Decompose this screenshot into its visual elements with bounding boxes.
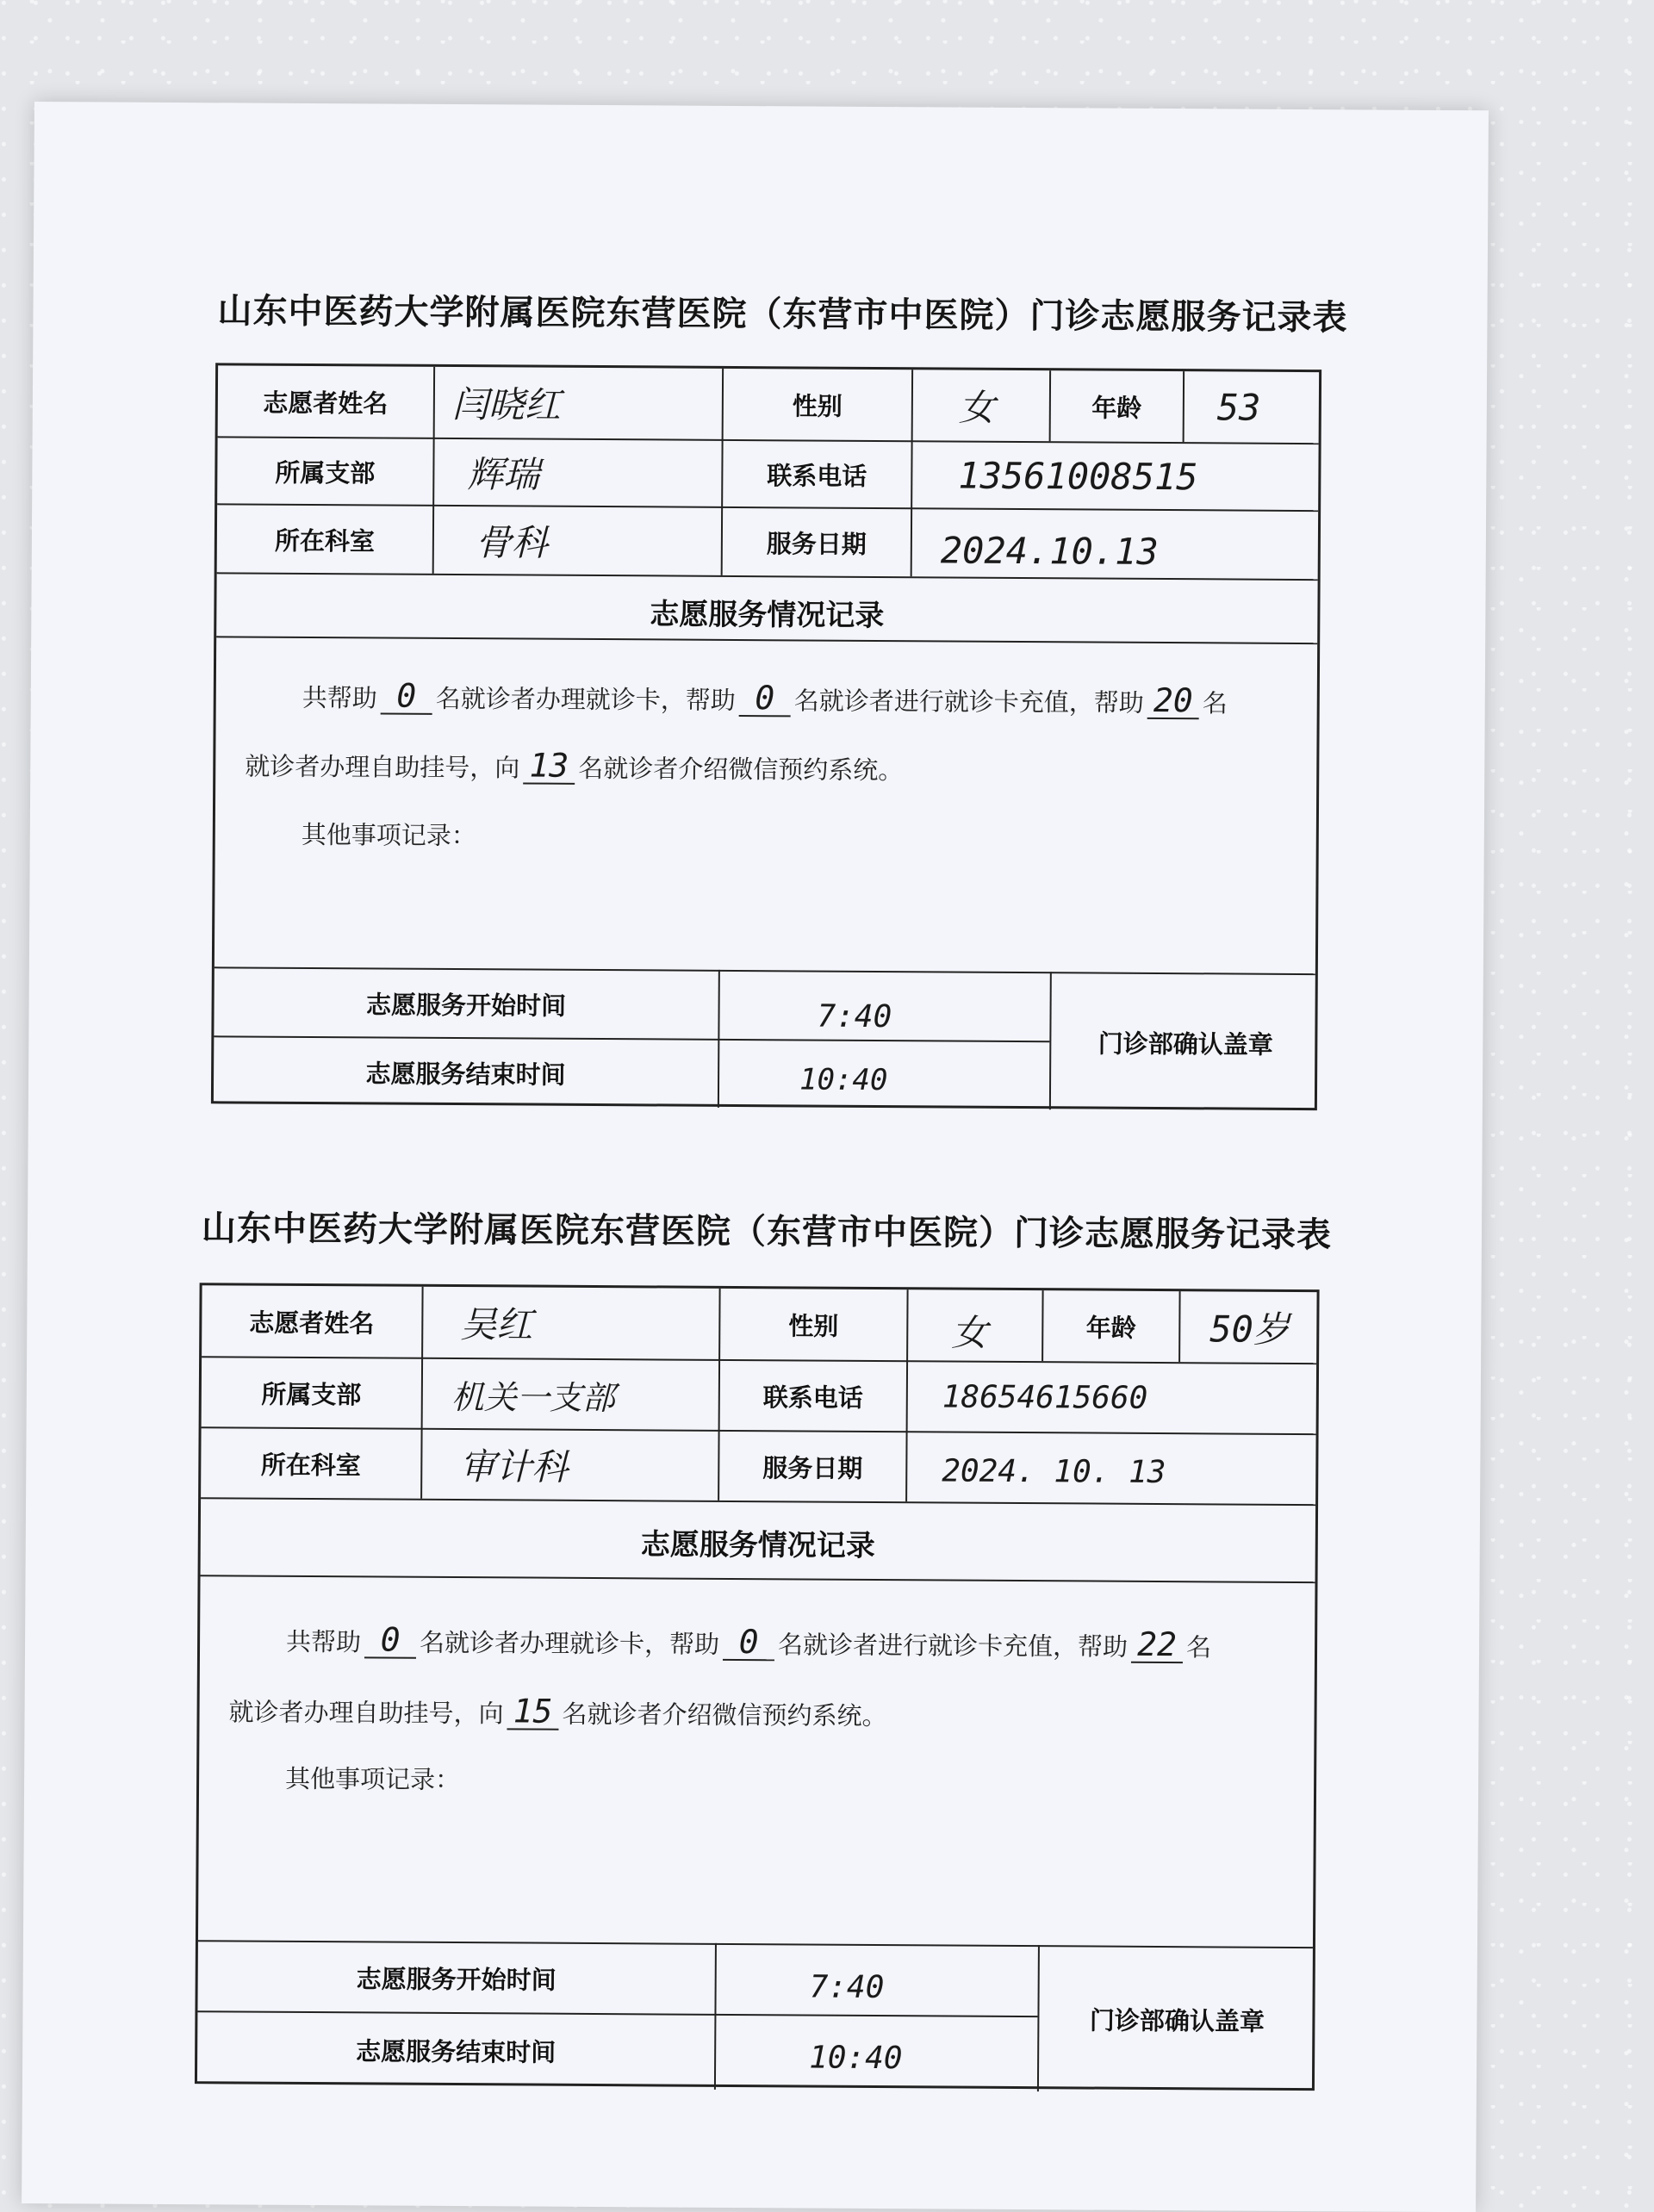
section-title: 志愿服务情况记录 <box>640 1527 875 1563</box>
card-recharge-count: 0 <box>739 680 791 717</box>
branch-label: 所属支部 <box>261 1379 362 1409</box>
form-title: 山东中医药大学附属医院东营医院（东营市中医院）门诊志愿服务记录表 <box>201 1208 1333 1256</box>
name-label: 志愿者姓名 <box>263 388 389 419</box>
cards-issued-count: 0 <box>364 1622 416 1658</box>
branch-value: 辉瑞 <box>467 453 540 496</box>
gender-value: 女 <box>958 386 996 429</box>
phone-value: 18654615660 <box>942 1378 1148 1416</box>
gender-label: 性别 <box>792 390 843 421</box>
record-line-2: 就诊者办理自助挂号，向 13 名就诊者介绍微信预约系统。 <box>245 746 904 786</box>
start-time-label: 志愿服务开始时间 <box>356 1963 557 1995</box>
self-registration-count: 20 <box>1147 683 1199 719</box>
start-time-value: 7:40 <box>817 998 892 1035</box>
end-time-value: 10:40 <box>809 2040 903 2076</box>
record-line-1: 共帮助 0 名就诊者办理就诊卡，帮助 0 名就诊者进行就诊卡充值，帮助 20 名 <box>302 676 1228 720</box>
section-title: 志愿服务情况记录 <box>650 597 885 634</box>
record-table <box>195 1283 1320 2091</box>
name-value: 吴红 <box>460 1303 533 1346</box>
paper-sheet <box>22 102 1489 2212</box>
phone-value: 13561008515 <box>958 454 1198 498</box>
other-matters-label: 其他事项记录： <box>301 819 476 851</box>
phone-label: 联系电话 <box>762 1382 863 1413</box>
start-time-label: 志愿服务开始时间 <box>365 989 567 1021</box>
age-value: 50岁 <box>1209 1308 1290 1351</box>
start-time-value: 7:40 <box>809 1969 885 2005</box>
name-value: 闫晓红 <box>451 382 562 426</box>
department-value: 骨科 <box>475 521 549 564</box>
age-label: 年龄 <box>1085 1312 1136 1343</box>
age-label: 年龄 <box>1091 393 1142 423</box>
date-label: 服务日期 <box>766 528 867 559</box>
volunteer-record-form-2 <box>29 102 1489 2076</box>
date-label: 服务日期 <box>762 1452 863 1483</box>
department-value: 审计科 <box>459 1445 569 1488</box>
stamp-label: 门诊部确认盖章 <box>1097 1028 1273 1059</box>
date-value: 2024.10.13 <box>940 528 1159 573</box>
branch-value: 机关一支部 <box>451 1377 615 1417</box>
self-registration-count: 22 <box>1131 1627 1183 1663</box>
other-matters-label: 其他事项记录： <box>285 1763 461 1795</box>
form-title: 山东中医药大学附属医院东营医院（东营市中医院）门诊志愿服务记录表 <box>217 290 1348 339</box>
card-recharge-count: 0 <box>723 1625 774 1661</box>
department-label: 所在科室 <box>260 1450 361 1480</box>
record-line-1: 共帮助 0 名就诊者办理就诊卡，帮助 0 名就诊者进行就诊卡充值，帮助 22 名 <box>285 1620 1212 1664</box>
gender-value: 女 <box>951 1311 988 1354</box>
end-time-label: 志愿服务结束时间 <box>365 1058 566 1090</box>
stamp-label: 门诊部确认盖章 <box>1089 2005 1265 2036</box>
end-time-value: 10:40 <box>799 1062 888 1098</box>
date-value: 2024. 10. 13 <box>942 1452 1166 1490</box>
department-label: 所在科室 <box>274 525 375 556</box>
cards-issued-count: 0 <box>381 678 432 714</box>
end-time-label: 志愿服务结束时间 <box>356 2035 557 2067</box>
record-line-2: 就诊者办理自助挂号，向 15 名就诊者介绍微信预约系统。 <box>228 1692 887 1731</box>
wechat-intro-count: 15 <box>507 1693 558 1730</box>
gender-label: 性别 <box>788 1310 839 1341</box>
name-label: 志愿者姓名 <box>249 1308 375 1338</box>
branch-label: 所属支部 <box>275 457 376 488</box>
phone-label: 联系电话 <box>767 460 867 491</box>
wechat-intro-count: 13 <box>523 748 575 784</box>
age-value: 53 <box>1216 385 1261 429</box>
